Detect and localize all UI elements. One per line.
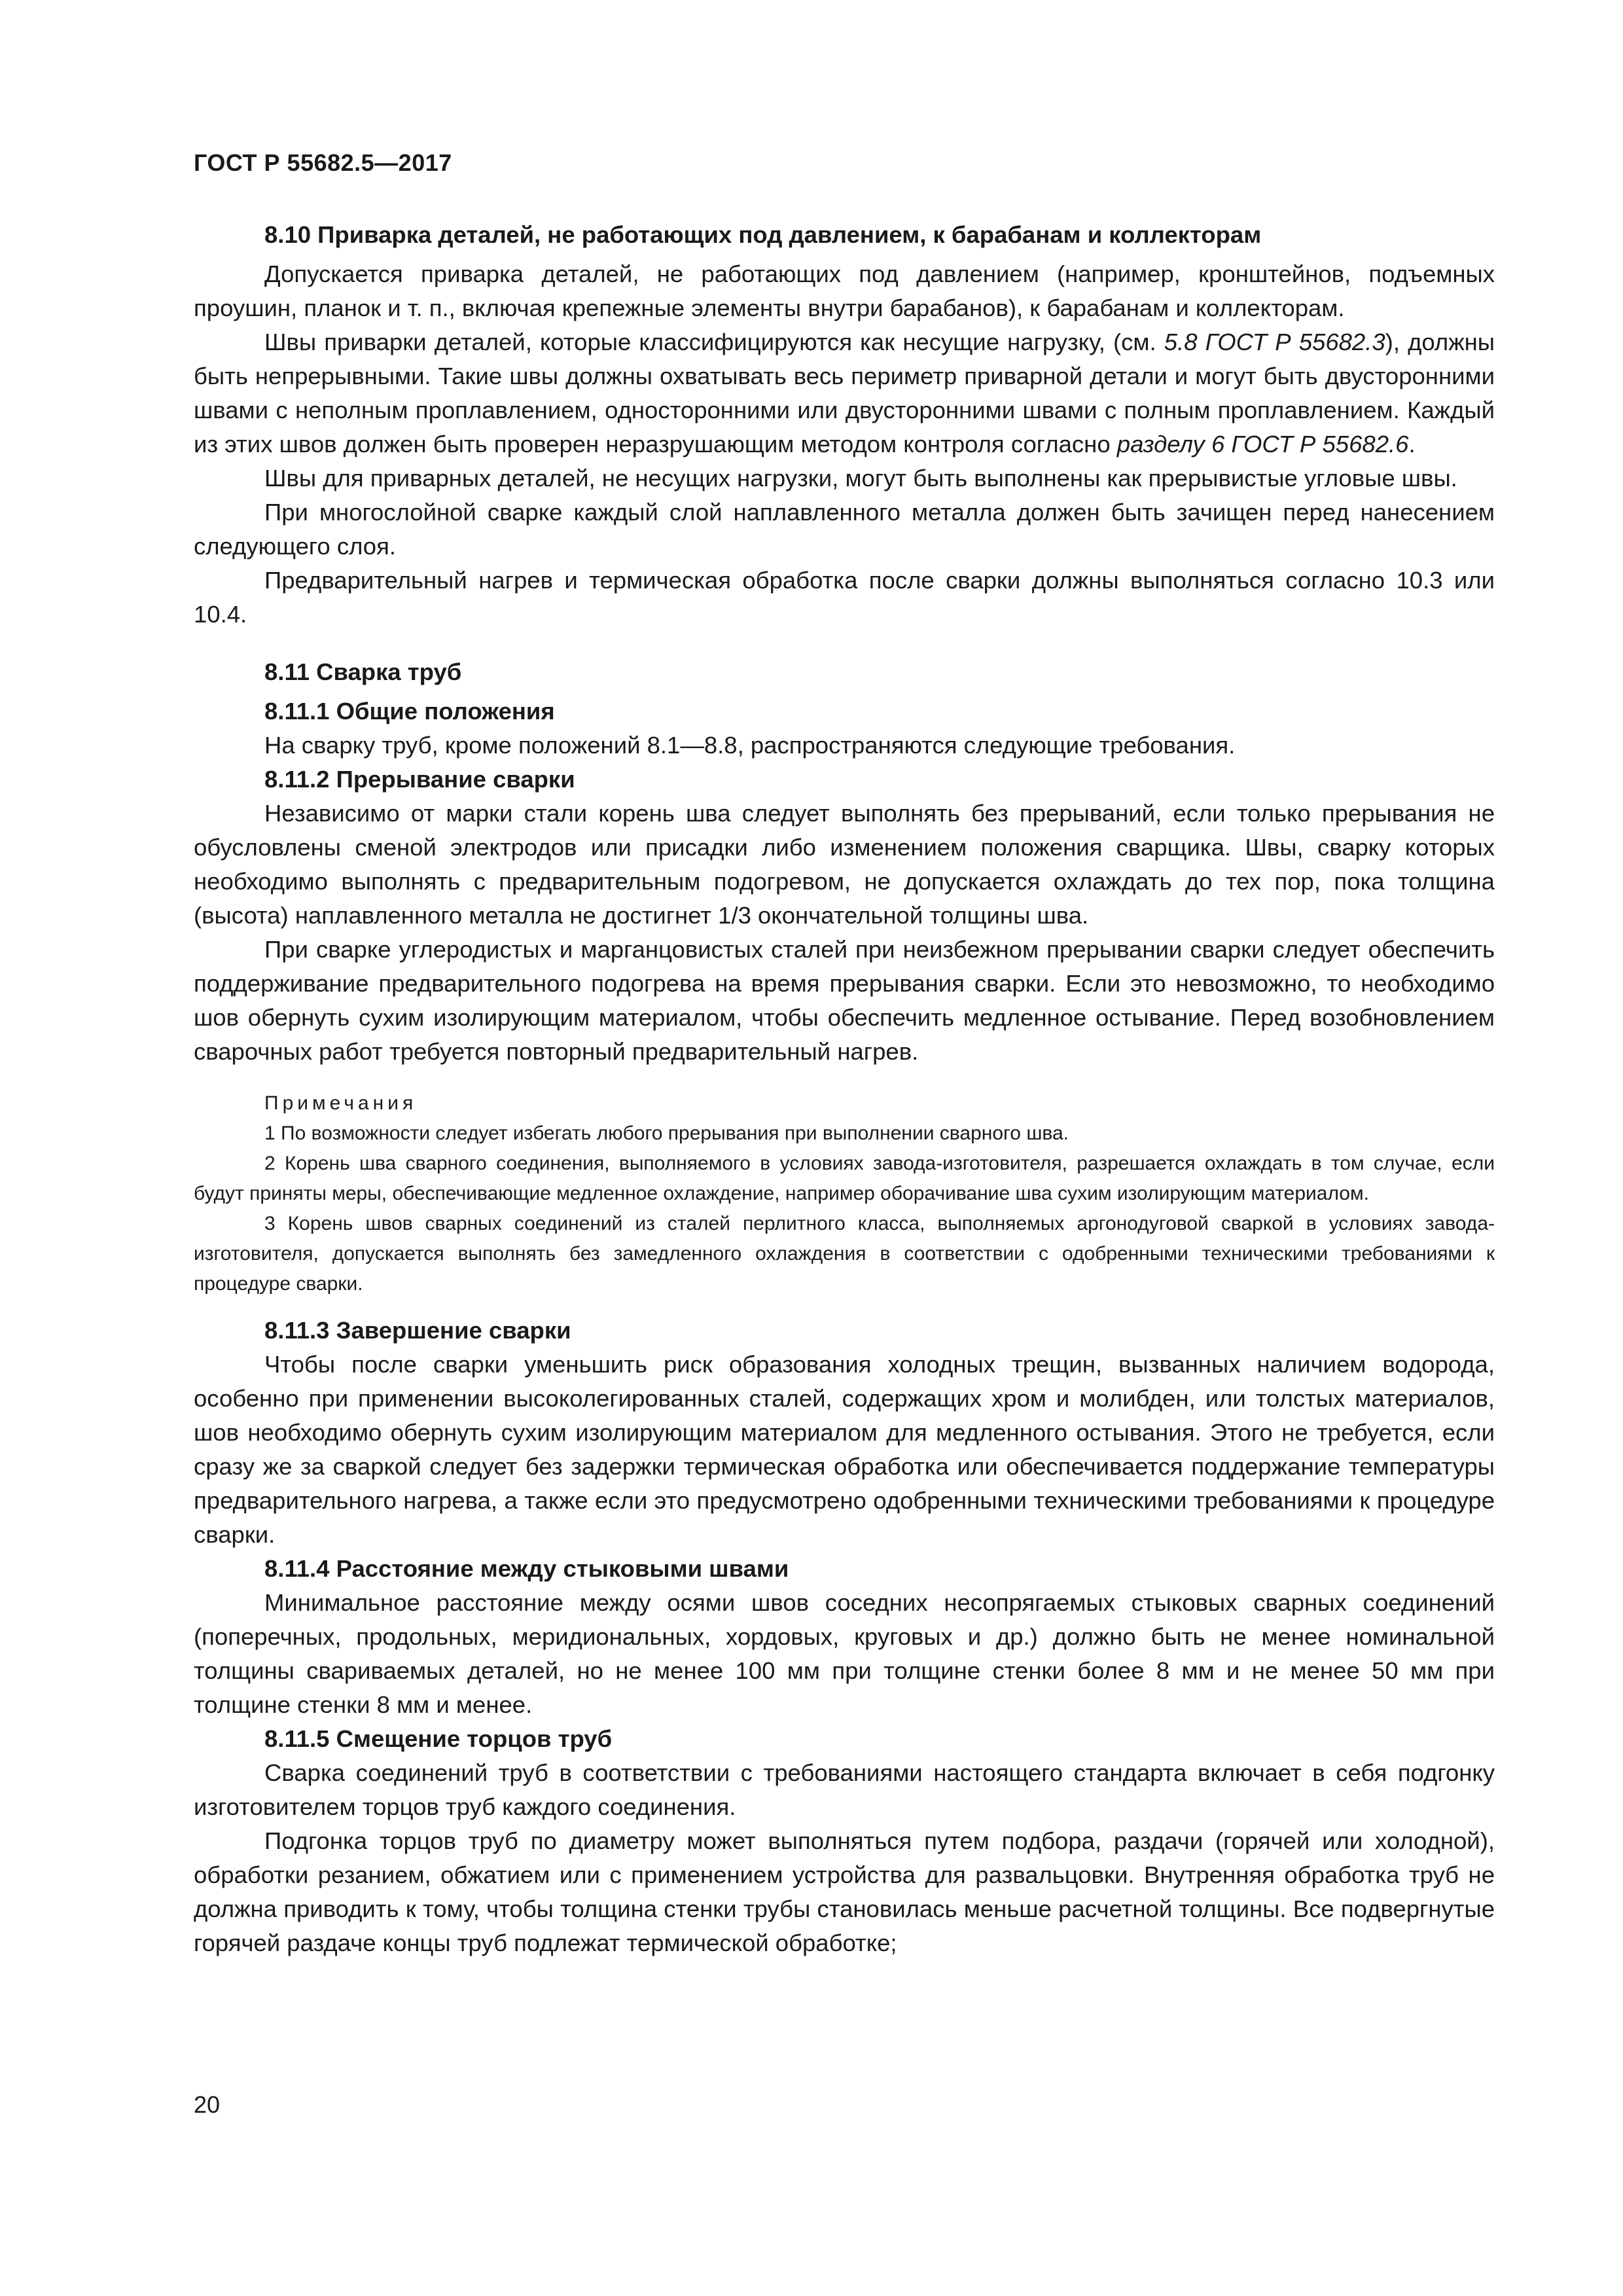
document-body — [194, 218, 1495, 1960]
subsection-8-11-2-title: 8.11.2 Прерывание сварки — [264, 766, 575, 793]
reference-link: разделу 6 ГОСТ Р 55682.6 — [1116, 431, 1409, 457]
text-span: ), должны быть непрерывными. Такие швы должны охватывать весь периметр приварной детали и могут быть двусторонними швами с неполным проплавлением, односторонними или двусторонними швами с полным проплавлением. Каждый из этих швов должен быть проверен неразрушающим методом контроля согласно — [194, 329, 1495, 457]
paragraph: При многослойной сварке каждый слой наплавленного металла должен быть зачищен перед нанесением следующего слоя. — [194, 499, 1495, 560]
paragraph: Подгонка торцов труб по диаметру может выполняться путем подбора, раздачи (горячей или холодной), обработки резанием, обжатием или с применением устройства для развальцовки. Внутренняя обработка труб не должна приводить к тому, чтобы толщина стенки трубы становилась меньше расчетной толщины. Все подвергнутые горячей раздаче концы труб подлежат термической обработке; — [194, 1827, 1495, 1956]
paragraph: На сварку труб, кроме положений 8.1—8.8, распространяются следующие требования. — [264, 732, 1236, 759]
reference-link: 5.8 ГОСТ Р 55682.3 — [1164, 329, 1385, 355]
paragraph: Минимальное расстояние между осями швов соседних несопрягаемых стыковых сварных соединений (поперечных, продольных, меридиональных, хордовых, круговых и др.) должно быть не менее номинальной толщины свариваемых деталей, но не менее 100 мм при толщине стенки более 8 мм и не менее 50 мм при толщине стенки 8 мм и менее. — [194, 1589, 1495, 1718]
note-2: 2 Корень шва сварного соединения, выполняемого в условиях завода-изготовителя, разрешается охлаждать в том случае, если будут приняты меры, обеспечивающие медленное охлаждение, например оборачивание шва сухим изолирующим материалом. — [194, 1153, 1495, 1204]
paragraph-with-references — [194, 325, 1495, 461]
notes-block — [194, 1088, 1495, 1299]
section-8-11-title: 8.11 Сварка труб — [264, 658, 462, 685]
subsection-8-11-4-title: 8.11.4 Расстояние между стыковыми швами — [264, 1555, 789, 1582]
paragraph: Сварка соединений труб в соответствии с требованиями настоящего стандарта включает в себя подгонку изготовителем торцов труб каждого соединения. — [194, 1759, 1495, 1820]
section-8-10-title: 8.10 Приварка деталей, не работающих под давлением, к барабанам и коллекторам — [264, 221, 1262, 248]
paragraph: Чтобы после сварки уменьшить риск образования холодных трещин, вызванных наличием водорода, особенно при применении высоколегированных сталей, содержащих хром и молибден, или толстых материалов, шов необходимо обернуть сухим изолирующим материалом для медленного остывания. Этого не требуется, если сразу же за сваркой следует без задержки термическая обработка или обеспечивается поддержание температуры предварительного нагрева, а также если это предусмотрено одобренными техническими требованиями к процедуре сварки. — [194, 1351, 1495, 1548]
notes-title: Примечания — [264, 1092, 418, 1114]
paragraph: Независимо от марки стали корень шва следует выполнять без прерываний, если только прерывания не обусловлены сменой электродов или присадки либо изменением положения сварщика. Швы, сварку которых необходимо выполнять с предварительным подогревом, не допускается охлаждать до тех пор, пока толщина (высота) наплавленного металла не достигнет 1/3 окончательной толщины шва. — [194, 800, 1495, 929]
text-span: . — [1408, 431, 1416, 457]
note-3: 3 Корень швов сварных соединений из сталей перлитного класса, выполняемых аргонодуговой сваркой в условиях завода-изготовителя, допускается выполнять без замедленного охлаждения в соответствии с одобренными техническими требованиями к процедуре сварки. — [194, 1213, 1495, 1295]
paragraph: Предварительный нагрев и термическая обработка после сварки должны выполняться согласно 10.3 или 10.4. — [194, 567, 1495, 628]
subsection-8-11-1-title: 8.11.1 Общие положения — [264, 698, 555, 725]
paragraph: Швы для приварных деталей, не несущих нагрузки, могут быть выполнены как прерывистые угловые швы. — [264, 465, 1457, 492]
subsection-8-11-5-title: 8.11.5 Смещение торцов труб — [264, 1725, 613, 1752]
paragraph: При сварке углеродистых и марганцовистых сталей при неизбежном прерывании сварки следует обеспечить поддерживание предварительного подогрева на время прерывания сварки. Если это невозможно, то необходимо шов обернуть сухим изолирующим материалом, чтобы обеспечить медленное остывание. Перед возобновлением сварочных работ требуется повторный предварительный нагрев. — [194, 936, 1495, 1065]
note-1: 1 По возможности следует избегать любого прерывания при выполнении сварного шва. — [264, 1122, 1069, 1144]
subsection-8-11-3-title: 8.11.3 Завершение сварки — [264, 1317, 571, 1344]
page-number: 20 — [194, 2091, 221, 2118]
document-header: ГОСТ Р 55682.5—2017 — [194, 149, 452, 176]
paragraph: Допускается приварка деталей, не работающих под давлением (например, кронштейнов, подъемных проушин, планок и т. п., включая крепежные элементы внутри барабанов), к барабанам и коллекторам. — [194, 260, 1495, 321]
text-span: Швы приварки деталей, которые классифицируются как несущие нагрузку, (см. — [264, 329, 1164, 355]
